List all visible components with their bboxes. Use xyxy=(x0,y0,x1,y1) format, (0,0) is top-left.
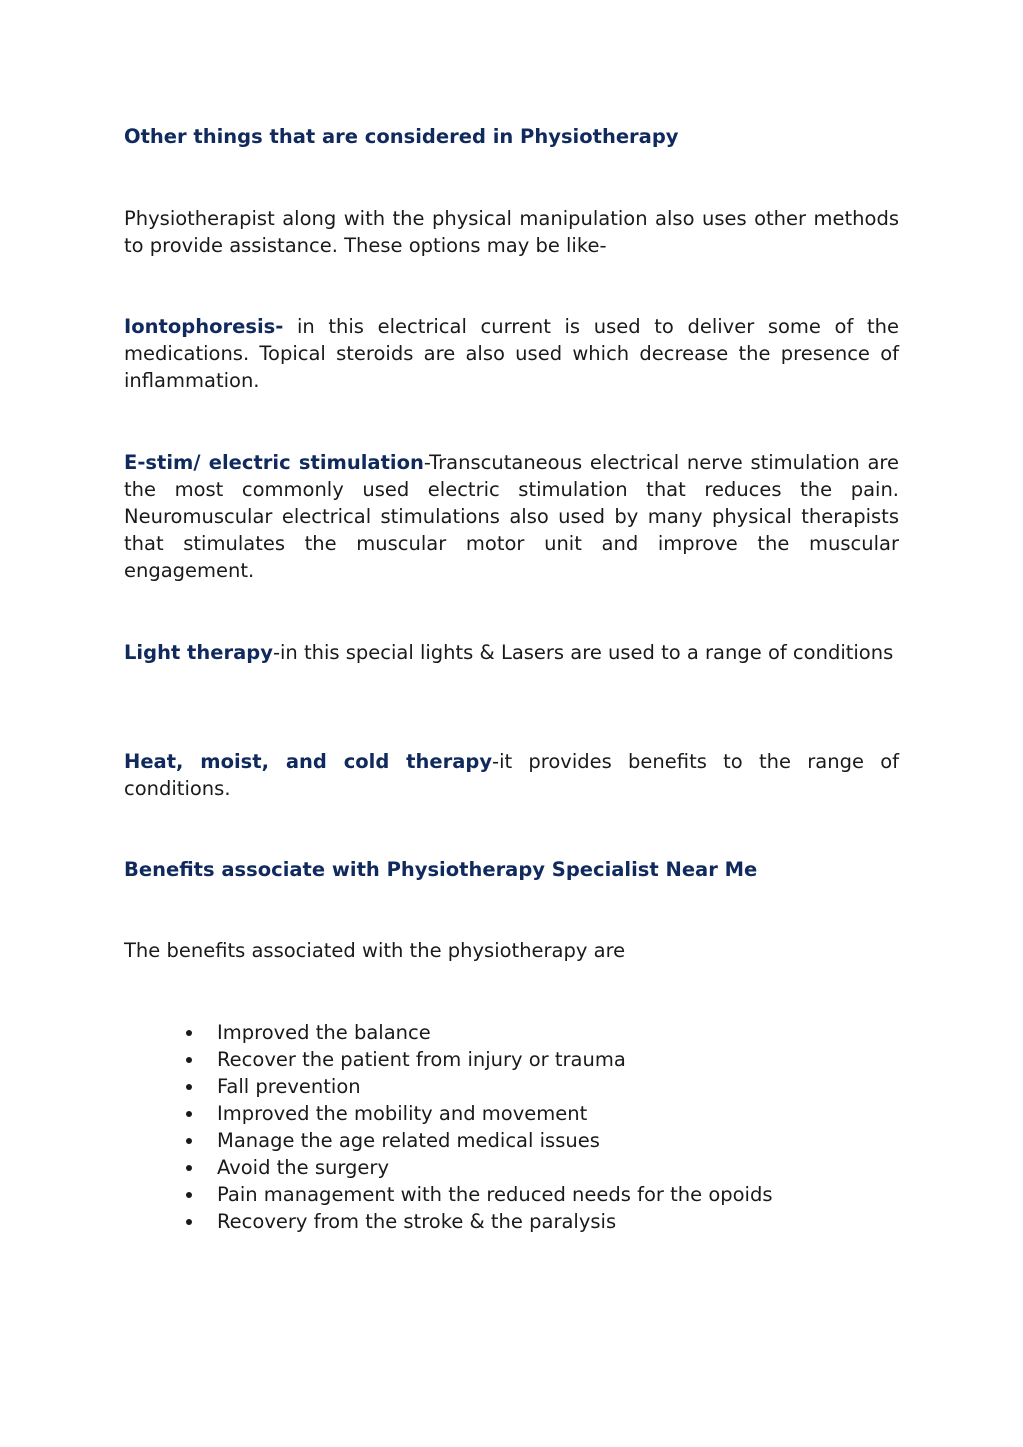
list-item-text: Avoid the surgery xyxy=(217,1156,389,1179)
bullet-icon xyxy=(186,1219,192,1225)
intro-paragraph: Physiotherapist along with the physical manipulation also uses other methods to provide assistance. These options may be like- xyxy=(124,207,899,257)
bullet-icon xyxy=(186,1192,192,1198)
bullet-icon xyxy=(186,1030,192,1036)
section-heading-other-things: Other things that are considered in Physiotherapy xyxy=(124,125,679,148)
section-heading-benefits: Benefits associate with Physiotherapy Specialist Near Me xyxy=(124,858,758,881)
heat-cold-therapy-text: -it provides benefits to the range of conditions. xyxy=(124,750,899,800)
heat-cold-therapy-term: Heat, moist, and cold therapy xyxy=(124,750,493,773)
bullet-icon xyxy=(186,1165,192,1171)
bullet-icon xyxy=(186,1084,192,1090)
list-item xyxy=(184,1046,773,1073)
bullet-icon xyxy=(186,1057,192,1063)
estim-paragraph xyxy=(124,449,899,584)
list-item xyxy=(184,1019,773,1046)
iontophoresis-text: in this electrical current is used to deliver some of the medications. Topical steroids are also used which decrease the presence of inflammation. xyxy=(124,315,899,392)
estim-text: -Transcutaneous electrical nerve stimulation are the most commonly used electric stimulation that reduces the pain. Neuromuscular electrical stimulations also used by many physical therapists that stimulates the muscular motor unit and improve the muscular engagement. xyxy=(124,451,899,582)
light-therapy-paragraph xyxy=(124,639,899,666)
list-item-text: Manage the age related medical issues xyxy=(217,1129,600,1152)
benefits-list xyxy=(184,1019,773,1235)
list-item-text: Recover the patient from injury or trauma xyxy=(217,1048,626,1071)
list-item xyxy=(184,1181,773,1208)
list-item-text: Improved the mobility and movement xyxy=(217,1102,588,1125)
bullet-icon xyxy=(186,1111,192,1117)
benefits-intro-paragraph: The benefits associated with the physiotherapy are xyxy=(124,939,626,962)
list-item xyxy=(184,1100,773,1127)
list-item xyxy=(184,1127,773,1154)
bullet-icon xyxy=(186,1138,192,1144)
list-item xyxy=(184,1154,773,1181)
list-item xyxy=(184,1208,773,1235)
list-item-text: Pain management with the reduced needs for the opoids xyxy=(217,1183,773,1206)
list-item-text: Recovery from the stroke & the paralysis xyxy=(217,1210,617,1233)
list-item xyxy=(184,1073,773,1100)
estim-term: E-stim/ electric stimulation xyxy=(124,451,424,474)
iontophoresis-paragraph xyxy=(124,313,899,394)
list-item-text: Fall prevention xyxy=(217,1075,361,1098)
heat-cold-therapy-paragraph xyxy=(124,748,899,802)
light-therapy-text: -in this special lights & Lasers are used to a range of conditions xyxy=(272,641,894,664)
iontophoresis-term: Iontophoresis- xyxy=(124,315,284,338)
list-item-text: Improved the balance xyxy=(217,1021,431,1044)
light-therapy-term: Light therapy xyxy=(124,641,273,664)
